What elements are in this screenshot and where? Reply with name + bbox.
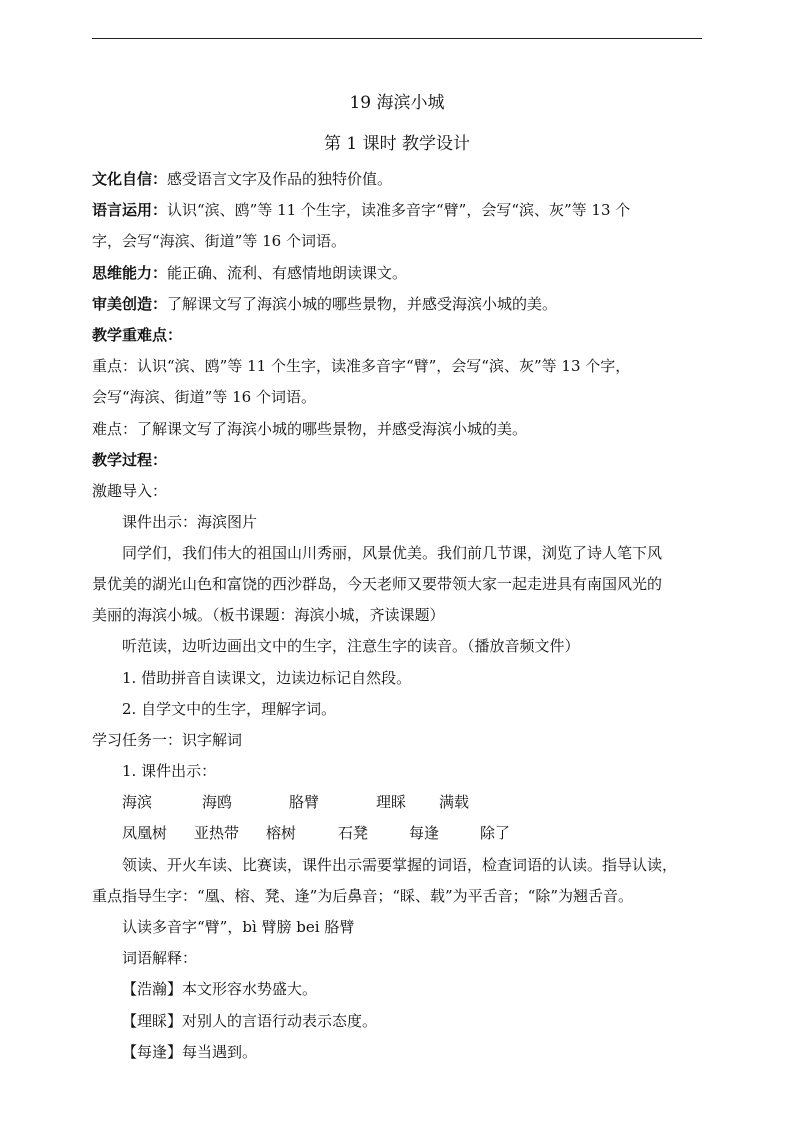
goal-aesthetic-text: 了解课文写了海滨小城的哪些景物，并感受海滨小城的美。 [167,295,558,313]
intro-paragraph-3: 美丽的海滨小城。（板书课题：海滨小城，齐读课题） [92,606,445,624]
goal-thinking [92,263,702,283]
goal-language [92,200,702,220]
word-item: 海鸥 [202,793,233,811]
goal-aesthetic-label: 审美创造： [92,295,168,313]
words-row-2 [122,823,702,843]
word-item: 亚热带 [194,824,240,842]
goal-language-text-1: 认识“滨、鸥”等 11 个生字，读准多音字“臂”，会写“滨、灰”等 13 个 [167,201,631,219]
word-item: 胳臂 [289,793,320,811]
word-item: 榕树 [266,824,297,842]
word-item: 凤凰树 [122,824,168,842]
lesson-subtitle: 第 1 课时 教学设计 [323,134,471,154]
header-rule [92,38,702,39]
definition-2: 【理睬】对别人的言语行动表示态度。 [122,1012,378,1030]
word-item: 海滨 [122,793,153,811]
word-item: 石凳 [338,824,369,842]
step-2: 2. 自学文中的生字，理解字词。 [122,700,337,718]
task-courseware: 1. 课件出示： [122,762,217,780]
word-item: 除了 [480,824,511,842]
goal-thinking-text: 能正确、流利、有感情地朗读课文。 [167,264,408,282]
definition-3: 【每逢】每当遇到。 [122,1043,258,1061]
goal-culture-text: 感受语言文字及作品的独特价值。 [167,170,393,188]
polyphone-line: 认读多音字“臂”，bì 臂膀 bei 胳臂 [122,918,355,936]
step-1: 1. 借助拼音自读课文，边读边标记自然段。 [122,669,412,687]
key-point-line-1: 重点：认识“滨、鸥”等 11 个生字，读准多音字“臂”，会写“滨、灰”等 13 个字， [92,357,631,375]
intro-paragraph-2: 景优美的湖光山色和富饶的西沙群岛，今天老师又要带领大家一起走进具有南国风光的 [92,575,663,593]
intro-paragraph-1: 同学们，我们伟大的祖国山川秀丽，风景优美。我们前几节课，浏览了诗人笔下风 [122,544,663,562]
intro-heading: 激趣导入： [92,482,168,500]
courseware-image: 课件出示：海滨图片 [122,513,258,531]
listen-instruction: 听范读，边听边画出文中的生字，注意生字的读音。（播放音频文件） [122,637,580,655]
key-point-line-2: 会写“海滨、街道”等 16 个词语。 [92,388,316,406]
goal-aesthetic [92,294,702,314]
task-one-heading: 学习任务一：识字解词 [92,731,243,749]
goal-thinking-label: 思维能力： [92,264,168,282]
process-heading: 教学过程： [92,451,168,469]
word-item: 理睬 [376,793,407,811]
word-item: 满载 [439,793,470,811]
word-item: 每逢 [409,824,440,842]
definition-1: 【浩瀚】本文形容水势盛大。 [122,980,318,998]
lesson-title: 19 海滨小城 [349,93,445,113]
guide-line-2: 重点指导生字：“凰、榕、凳、逢”为后鼻音；“睬、载”为平舌音；“除”为翘舌音。 [92,887,634,905]
difficult-point: 难点：了解课文写了海滨小城的哪些景物，并感受海滨小城的美。 [92,420,528,438]
words-row-1 [122,792,702,812]
guide-line-1: 领读、开火车读、比赛读，课件出示需要掌握的词语，检查词语的认读。指导认读， [122,856,678,874]
goal-language-text-2: 字，会写“海滨、街道”等 16 个词语。 [92,232,346,250]
key-points-heading: 教学重难点： [92,326,183,344]
explain-heading: 词语解释： [122,949,198,967]
goal-culture [92,169,702,189]
goal-language-label: 语言运用： [92,201,168,219]
goal-culture-label: 文化自信： [92,170,168,188]
